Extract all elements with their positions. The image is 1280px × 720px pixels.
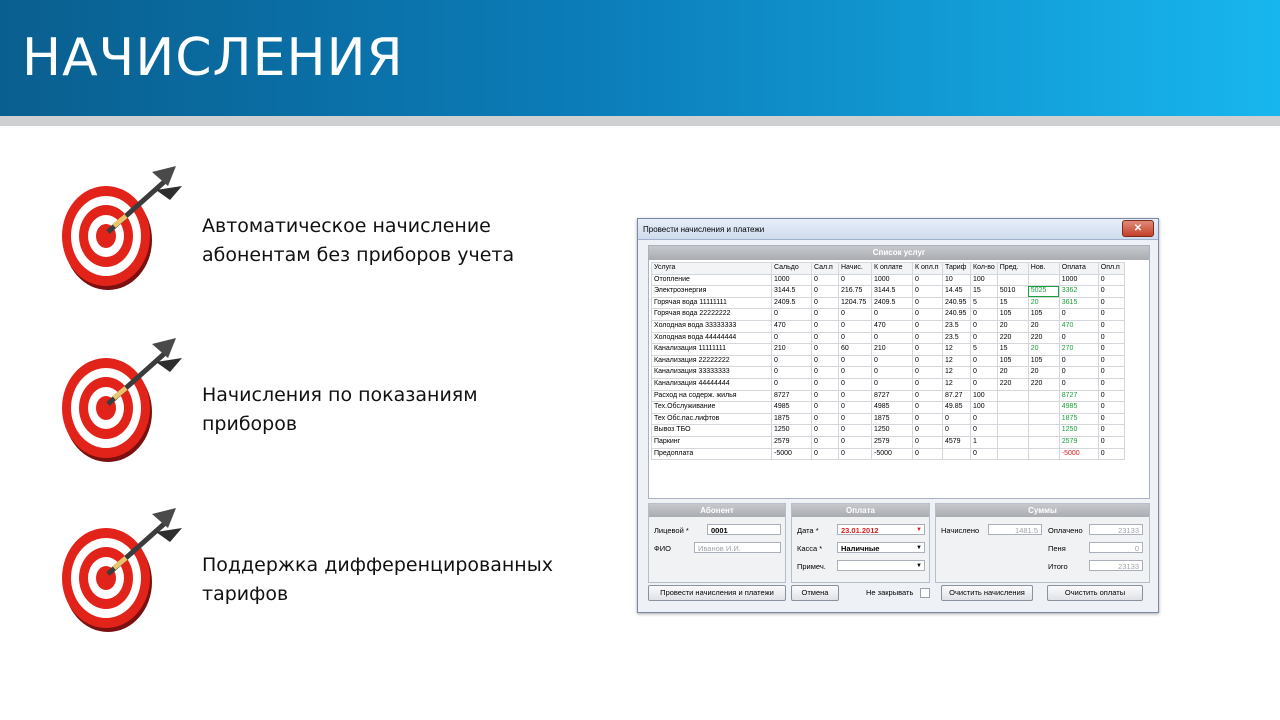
table-cell[interactable]: -5000 — [772, 448, 812, 460]
table-cell[interactable]: 3615 — [1059, 297, 1098, 309]
paid-label: Оплачено — [1048, 526, 1083, 535]
subscriber-panel — [648, 503, 786, 583]
table-cell[interactable]: 216.75 — [839, 286, 872, 298]
table-cell[interactable]: 0 — [839, 332, 872, 344]
table-cell[interactable]: 60 — [839, 344, 872, 356]
table-cell[interactable]: 0 — [812, 402, 839, 414]
date-field[interactable] — [837, 524, 925, 535]
table-row[interactable] — [652, 436, 1125, 448]
payment-panel — [791, 503, 930, 583]
banner-divider — [0, 116, 1280, 126]
keep-open-label: Не закрывать — [866, 588, 914, 597]
chevron-down-icon[interactable]: ▼ — [916, 563, 922, 569]
table-cell[interactable] — [1028, 448, 1059, 460]
bullet-text — [202, 212, 514, 270]
table-cell[interactable]: 0 — [913, 309, 943, 321]
table-cell[interactable]: 23.5 — [943, 332, 971, 344]
table-cell[interactable]: 0 — [913, 297, 943, 309]
clear-payments-button[interactable]: Очистить оплаты — [1047, 585, 1143, 601]
name-field[interactable]: Иванов И.И. — [694, 542, 781, 553]
table-cell[interactable]: 240.95 — [943, 309, 971, 321]
table-cell[interactable]: 0 — [971, 355, 998, 367]
table-cell[interactable]: 2409.5 — [872, 297, 913, 309]
table-cell[interactable]: 0 — [839, 448, 872, 460]
table-cell[interactable]: 0 — [913, 367, 943, 379]
cash-value: Наличные — [841, 544, 880, 553]
column-header[interactable]: Пред. — [997, 263, 1028, 275]
table-cell[interactable]: 0 — [971, 448, 998, 460]
table-cell[interactable]: 0 — [913, 378, 943, 390]
table-cell[interactable]: 5010 — [997, 286, 1028, 298]
table-cell[interactable]: 0 — [812, 309, 839, 321]
table-cell[interactable]: 1250 — [772, 425, 812, 437]
table-cell[interactable]: Тех Обс.пас.лифтов — [652, 413, 772, 425]
table-cell[interactable]: 105 — [997, 309, 1028, 321]
table-cell[interactable] — [997, 425, 1028, 437]
table-cell[interactable]: 210 — [772, 344, 812, 356]
table-cell[interactable]: 0 — [812, 297, 839, 309]
table-cell[interactable]: 1000 — [772, 274, 812, 286]
table-cell[interactable]: 105 — [997, 355, 1028, 367]
table-cell[interactable]: -5000 — [1059, 448, 1098, 460]
table-cell[interactable]: Расход на содерж. жилья — [652, 390, 772, 402]
table-row[interactable] — [652, 274, 1125, 286]
table-cell[interactable]: 20 — [1028, 297, 1059, 309]
table-cell[interactable]: 0 — [839, 309, 872, 321]
table-cell[interactable]: 0 — [812, 390, 839, 402]
column-header[interactable]: Нов. — [1028, 263, 1059, 275]
table-cell[interactable] — [997, 413, 1028, 425]
table-cell[interactable]: 20 — [997, 320, 1028, 332]
table-cell[interactable]: 0 — [812, 425, 839, 437]
table-cell[interactable]: 0 — [913, 286, 943, 298]
column-header[interactable]: Тариф — [943, 263, 971, 275]
table-cell[interactable]: 0 — [1098, 436, 1124, 448]
table-cell[interactable]: 0 — [913, 332, 943, 344]
table-cell[interactable]: 0 — [772, 367, 812, 379]
table-cell[interactable]: 14.45 — [943, 286, 971, 298]
table-cell[interactable]: 0 — [872, 378, 913, 390]
bullet-line: тарифов — [202, 583, 289, 605]
table-cell[interactable]: 270 — [1059, 344, 1098, 356]
table-cell[interactable]: 105 — [1028, 355, 1059, 367]
table-cell[interactable]: Канализация 44444444 — [652, 378, 772, 390]
chevron-down-icon[interactable]: ▼ — [916, 545, 922, 551]
table-cell[interactable]: 1875 — [872, 413, 913, 425]
fine-label: Пеня — [1048, 544, 1066, 553]
table-header-row — [652, 263, 1125, 275]
table-cell[interactable]: 220 — [997, 332, 1028, 344]
cash-select[interactable] — [837, 542, 925, 553]
table-row[interactable] — [652, 320, 1125, 332]
table-cell[interactable]: 15 — [971, 286, 998, 298]
table-cell[interactable]: 0 — [812, 332, 839, 344]
table-cell[interactable]: 0 — [971, 413, 998, 425]
table-cell[interactable]: Тех.Обслуживание — [652, 402, 772, 414]
table-cell[interactable]: 0 — [1098, 286, 1124, 298]
table-cell[interactable]: 0 — [1098, 402, 1124, 414]
table-cell[interactable] — [997, 448, 1028, 460]
table-cell[interactable]: 0 — [1059, 309, 1098, 321]
title-banner — [0, 0, 1280, 116]
table-cell[interactable]: Вывоз ТБО — [652, 425, 772, 437]
account-field[interactable]: 0001 — [707, 524, 781, 535]
table-cell[interactable]: 0 — [913, 413, 943, 425]
sums-panel — [935, 503, 1150, 583]
table-cell[interactable]: 10 — [943, 274, 971, 286]
bullet-3 — [52, 502, 592, 642]
fine-field[interactable]: 0 — [1089, 542, 1143, 553]
table-cell[interactable]: 0 — [1098, 425, 1124, 437]
charged-label: Начислено — [941, 526, 980, 535]
column-header[interactable]: Оплата — [1059, 263, 1098, 275]
table-cell[interactable]: 20 — [1028, 320, 1059, 332]
table-cell[interactable]: 0 — [812, 367, 839, 379]
table-cell[interactable]: 0 — [812, 320, 839, 332]
table-cell[interactable]: 0 — [872, 309, 913, 321]
table-cell[interactable]: 0 — [772, 332, 812, 344]
table-cell[interactable]: 23.5 — [943, 320, 971, 332]
table-cell[interactable]: 15 — [997, 297, 1028, 309]
subscriber-header: Абонент — [649, 504, 785, 517]
table-cell[interactable]: 0 — [772, 355, 812, 367]
name-label: ФИО — [654, 544, 671, 553]
table-cell[interactable]: 1875 — [1059, 413, 1098, 425]
charges-dialog — [637, 218, 1159, 613]
table-cell[interactable]: 470 — [1059, 320, 1098, 332]
table-cell[interactable]: 0 — [1098, 309, 1124, 321]
table-row[interactable] — [652, 378, 1125, 390]
total-field: 23133 — [1089, 560, 1143, 571]
table-cell[interactable]: 0 — [1098, 320, 1124, 332]
table-cell[interactable]: 0 — [812, 436, 839, 448]
bullet-line: Поддержка дифференцированных — [202, 554, 553, 576]
table-cell[interactable]: 0 — [1098, 367, 1124, 379]
table-cell[interactable]: 5025 — [1028, 286, 1059, 298]
note-select[interactable] — [837, 560, 925, 571]
bullet-text — [202, 551, 553, 609]
table-cell[interactable]: 0 — [1098, 344, 1124, 356]
note-label: Примеч. — [797, 562, 826, 571]
table-cell[interactable] — [1028, 425, 1059, 437]
table-cell[interactable]: 0 — [913, 344, 943, 356]
table-cell[interactable]: 0 — [971, 332, 998, 344]
table-cell[interactable]: Канализация 22222222 — [652, 355, 772, 367]
table-row[interactable] — [652, 402, 1125, 414]
table-cell[interactable]: 3144.5 — [772, 286, 812, 298]
table-cell[interactable]: 0 — [872, 332, 913, 344]
slide-title: НАЧИСЛЕНИЯ — [22, 28, 404, 88]
table-cell[interactable]: Паркинг — [652, 436, 772, 448]
table-cell[interactable]: 0 — [971, 309, 998, 321]
table-cell[interactable]: 0 — [839, 355, 872, 367]
table-row[interactable] — [652, 448, 1125, 460]
column-header[interactable]: К опл.п — [913, 263, 943, 275]
table-cell[interactable] — [997, 274, 1028, 286]
table-cell[interactable]: 0 — [1059, 355, 1098, 367]
table-cell[interactable]: 0 — [1098, 297, 1124, 309]
table-cell[interactable]: 12 — [943, 367, 971, 379]
bullet-2 — [52, 332, 592, 472]
table-cell[interactable]: 2579 — [1059, 436, 1098, 448]
date-value: 23.01.2012 — [841, 526, 879, 535]
table-cell[interactable]: 0 — [943, 425, 971, 437]
table-row[interactable] — [652, 332, 1125, 344]
table-cell[interactable]: 0 — [1098, 448, 1124, 460]
table-cell[interactable]: 0 — [1098, 413, 1124, 425]
table-cell[interactable]: 2579 — [772, 436, 812, 448]
table-row[interactable] — [652, 344, 1125, 356]
column-header[interactable]: Услуга — [652, 263, 772, 275]
table-row[interactable] — [652, 355, 1125, 367]
table-row[interactable] — [652, 425, 1125, 437]
table-cell[interactable]: 4985 — [872, 402, 913, 414]
table-cell[interactable]: 0 — [913, 390, 943, 402]
table-cell[interactable]: 0 — [1098, 355, 1124, 367]
table-cell[interactable]: 3362 — [1059, 286, 1098, 298]
table-cell[interactable]: 0 — [971, 425, 998, 437]
table-cell[interactable]: 1250 — [872, 425, 913, 437]
table-cell[interactable]: 0 — [971, 320, 998, 332]
bullet-line: абонентам без приборов учета — [202, 244, 515, 266]
services-header: Список услуг — [649, 246, 1149, 260]
table-cell[interactable] — [997, 402, 1028, 414]
table-cell[interactable]: 0 — [913, 448, 943, 460]
cash-label: Касса * — [797, 544, 823, 553]
services-panel — [648, 245, 1150, 499]
table-row[interactable] — [652, 309, 1125, 321]
keep-open-checkbox[interactable] — [920, 588, 930, 598]
table-cell[interactable]: 0 — [1059, 367, 1098, 379]
table-cell[interactable]: 0 — [839, 378, 872, 390]
close-icon[interactable]: ✕ — [1122, 220, 1154, 237]
table-cell[interactable]: Электроэнергия — [652, 286, 772, 298]
table-cell[interactable]: 0 — [971, 367, 998, 379]
table-cell[interactable]: 0 — [872, 367, 913, 379]
table-cell[interactable]: 4579 — [943, 436, 971, 448]
target-dart-icon — [52, 160, 192, 300]
total-label: Итого — [1048, 562, 1068, 571]
table-cell[interactable]: 20 — [997, 367, 1028, 379]
post-charges-button[interactable]: Провести начисления и платежи — [648, 585, 786, 601]
table-cell[interactable]: 0 — [839, 320, 872, 332]
table-cell[interactable]: 240.95 — [943, 297, 971, 309]
bullet-text — [202, 381, 478, 439]
table-cell[interactable]: 0 — [971, 378, 998, 390]
column-header[interactable]: Сальдо — [772, 263, 812, 275]
table-cell[interactable]: 220 — [1028, 378, 1059, 390]
table-row[interactable] — [652, 390, 1125, 402]
table-cell[interactable]: Предоплата — [652, 448, 772, 460]
table-cell[interactable]: 210 — [872, 344, 913, 356]
table-cell[interactable]: 100 — [971, 390, 998, 402]
table-cell[interactable] — [1028, 402, 1059, 414]
table-cell[interactable]: 1000 — [872, 274, 913, 286]
table-cell[interactable]: Канализация 33333333 — [652, 367, 772, 379]
table-cell[interactable]: Холодная вода 44444444 — [652, 332, 772, 344]
table-cell[interactable]: 105 — [1028, 309, 1059, 321]
dialog-title: Провести начисления и платежи — [643, 225, 765, 234]
table-cell[interactable] — [997, 436, 1028, 448]
table-cell[interactable] — [997, 390, 1028, 402]
table-cell[interactable]: 20 — [1028, 367, 1059, 379]
table-cell[interactable]: 1000 — [1059, 274, 1098, 286]
column-header[interactable]: Начис. — [839, 263, 872, 275]
table-cell[interactable]: 220 — [997, 378, 1028, 390]
table-cell[interactable]: 2409.5 — [772, 297, 812, 309]
table-cell[interactable]: 0 — [1098, 390, 1124, 402]
table-cell[interactable]: 470 — [772, 320, 812, 332]
table-cell[interactable]: 0 — [1098, 274, 1124, 286]
table-cell[interactable]: 5 — [971, 297, 998, 309]
table-cell[interactable]: Холодная вода 33333333 — [652, 320, 772, 332]
payment-header: Оплата — [792, 504, 929, 517]
table-cell[interactable]: 0 — [913, 355, 943, 367]
table-cell[interactable]: 20 — [1028, 344, 1059, 356]
target-dart-icon — [52, 502, 192, 642]
table-cell[interactable]: 0 — [812, 448, 839, 460]
table-cell[interactable]: 0 — [839, 390, 872, 402]
table-cell[interactable]: 470 — [872, 320, 913, 332]
table-cell[interactable] — [1028, 274, 1059, 286]
table-cell[interactable]: 0 — [1098, 378, 1124, 390]
table-cell[interactable]: 12 — [943, 355, 971, 367]
table-cell[interactable]: 0 — [943, 413, 971, 425]
table-cell[interactable]: Горячая вода 22222222 — [652, 309, 772, 321]
table-cell[interactable]: 8727 — [872, 390, 913, 402]
target-dart-icon — [52, 332, 192, 472]
clear-charges-button[interactable]: Очистить начисления — [941, 585, 1033, 601]
table-cell[interactable]: 4985 — [772, 402, 812, 414]
table-cell[interactable]: 2579 — [872, 436, 913, 448]
table-cell[interactable]: 220 — [1028, 332, 1059, 344]
table-cell[interactable] — [1028, 390, 1059, 402]
column-header[interactable]: Кол-во — [971, 263, 998, 275]
table-cell[interactable]: 0 — [1059, 332, 1098, 344]
table-cell[interactable]: 12 — [943, 344, 971, 356]
table-cell[interactable]: 100 — [971, 274, 998, 286]
dialog-titlebar — [638, 219, 1158, 240]
table-row[interactable] — [652, 286, 1125, 298]
table-cell[interactable]: 0 — [772, 309, 812, 321]
table-cell[interactable]: 0 — [1098, 332, 1124, 344]
paid-field: 23133 — [1089, 524, 1143, 535]
table-cell[interactable]: 4985 — [1059, 402, 1098, 414]
bullet-line: приборов — [202, 413, 298, 435]
cancel-button[interactable]: Отмена — [791, 585, 839, 601]
column-header[interactable]: Сал.п — [812, 263, 839, 275]
table-cell[interactable]: 1250 — [1059, 425, 1098, 437]
table-cell[interactable]: 1204.75 — [839, 297, 872, 309]
table-cell[interactable] — [1028, 413, 1059, 425]
sums-header: Суммы — [936, 504, 1149, 517]
table-cell[interactable]: 5 — [971, 344, 998, 356]
charged-field: 1481.5 — [988, 524, 1042, 535]
table-cell[interactable]: 8727 — [772, 390, 812, 402]
table-cell[interactable]: 1875 — [772, 413, 812, 425]
table-cell[interactable]: 15 — [997, 344, 1028, 356]
table-cell[interactable]: 0 — [872, 355, 913, 367]
table-cell[interactable]: 0 — [839, 413, 872, 425]
table-cell[interactable]: 87.27 — [943, 390, 971, 402]
table-cell[interactable]: 0 — [812, 344, 839, 356]
table-cell[interactable]: 3144.5 — [872, 286, 913, 298]
table-cell[interactable]: 8727 — [1059, 390, 1098, 402]
table-cell[interactable]: 0 — [913, 320, 943, 332]
account-label: Лицевой * — [654, 526, 689, 535]
table-cell[interactable]: 0 — [839, 274, 872, 286]
date-label: Дата * — [797, 526, 819, 535]
table-cell[interactable]: 0 — [913, 274, 943, 286]
table-row[interactable] — [652, 297, 1125, 309]
table-cell[interactable]: 0 — [839, 425, 872, 437]
table-cell[interactable]: 0 — [913, 402, 943, 414]
table-cell[interactable]: 0 — [839, 402, 872, 414]
column-header[interactable]: Опл.п — [1098, 263, 1124, 275]
table-cell[interactable]: -5000 — [872, 448, 913, 460]
table-cell[interactable]: 0 — [772, 378, 812, 390]
table-row[interactable] — [652, 413, 1125, 425]
bullet-1 — [52, 160, 592, 300]
chevron-down-icon[interactable]: ▼ — [916, 527, 922, 533]
table-cell[interactable]: 0 — [812, 413, 839, 425]
table-cell[interactable]: 0 — [913, 425, 943, 437]
table-cell[interactable]: 0 — [913, 436, 943, 448]
table-cell[interactable]: 0 — [812, 355, 839, 367]
services-table — [651, 262, 1125, 460]
table-cell[interactable]: Горячая вода 11111111 — [652, 297, 772, 309]
table-cell[interactable] — [943, 448, 971, 460]
table-cell[interactable] — [1028, 436, 1059, 448]
table-cell[interactable]: 0 — [839, 436, 872, 448]
table-row[interactable] — [652, 367, 1125, 379]
table-cell[interactable]: 12 — [943, 378, 971, 390]
bullet-line: Автоматическое начисление — [202, 215, 491, 237]
table-cell[interactable]: 49.85 — [943, 402, 971, 414]
table-cell[interactable]: 0 — [1059, 378, 1098, 390]
table-cell[interactable]: Отопление — [652, 274, 772, 286]
table-cell[interactable]: 0 — [812, 274, 839, 286]
table-cell[interactable]: 100 — [971, 402, 998, 414]
table-cell[interactable]: 0 — [839, 367, 872, 379]
column-header[interactable]: К оплате — [872, 263, 913, 275]
table-cell[interactable]: 0 — [812, 286, 839, 298]
table-cell[interactable]: 1 — [971, 436, 998, 448]
bullet-line: Начисления по показаниям — [202, 384, 478, 406]
table-cell[interactable]: 0 — [812, 378, 839, 390]
table-cell[interactable]: Канализация 11111111 — [652, 344, 772, 356]
